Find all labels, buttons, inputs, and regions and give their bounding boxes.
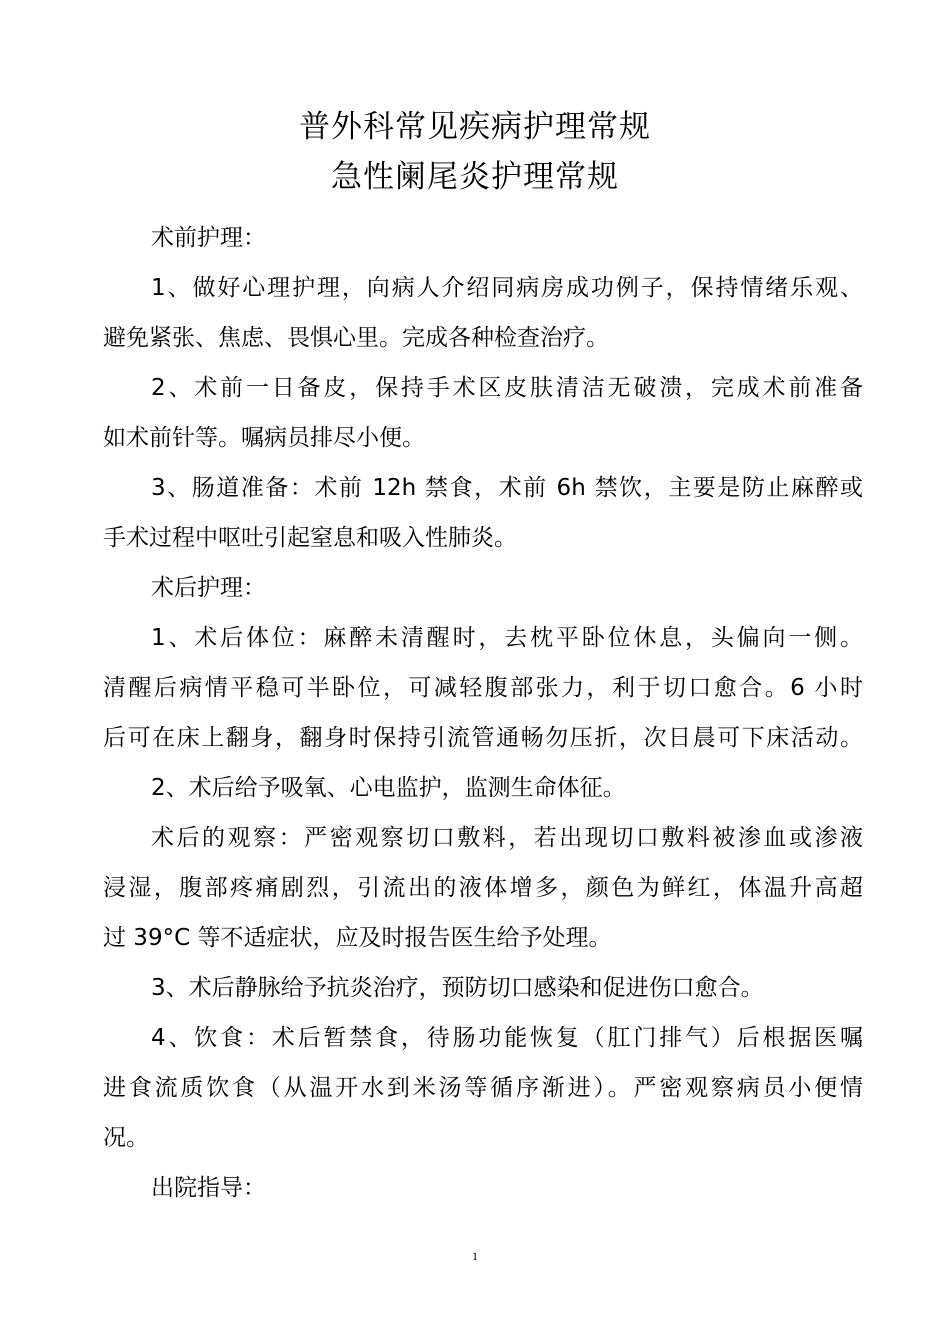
paragraph-line: 出院指导：: [151, 1175, 266, 1201]
paragraph-line: 术后的观察：严密观察切口敷料，若出现切口敷料被渗血或渗液: [151, 825, 863, 851]
paragraph-line: 3、肠道准备：术前 12h 禁食，术前 6h 禁饮，主要是防止麻醉或: [151, 475, 863, 501]
paragraph-line: 2、术前一日备皮，保持手术区皮肤清洁无破溃，完成术前准备: [151, 375, 863, 401]
paragraph-line: 进食流质饮食（从温开水到米汤等循序渐进）。严密观察病员小便情: [103, 1075, 863, 1101]
document-title: 普外科常见疾病护理常规: [299, 109, 651, 145]
paragraph-line: 4、饮食：术后暂禁食，待肠功能恢复（肛门排气）后根据医嘱: [151, 1025, 863, 1051]
paragraph-line: 术后护理：: [151, 575, 266, 601]
paragraph-line: 1、做好心理护理，向病人介绍同病房成功例子，保持情绪乐观、: [151, 275, 863, 301]
paragraph-line: 2、术后给予吸氧、心电监护，监测生命体征。: [151, 775, 626, 801]
paragraph-line: 后可在床上翻身，翻身时保持引流管通畅勿压折，次日晨可下床活动。: [103, 725, 863, 751]
paragraph-line: 3、术后静脉给予抗炎治疗，预防切口感染和促进伤口愈合。: [151, 975, 764, 1001]
paragraph-line: 术前护理：: [151, 225, 266, 251]
paragraph-line: 过 39°C 等不适症状，应及时报告医生给予处理。: [103, 925, 612, 951]
paragraph-line: 清醒后病情平稳可半卧位，可减轻腹部张力，利于切口愈合。6 小时: [103, 675, 863, 701]
page-number: 1: [472, 1249, 478, 1263]
paragraph-line: 手术过程中呕吐引起窒息和吸入性肺炎。: [103, 525, 517, 551]
document-subtitle: 急性阑尾炎护理常规: [331, 159, 619, 195]
paragraph-line: 如术前针等。嘱病员排尽小便。: [103, 425, 425, 451]
paragraph-line: 避免紧张、焦虑、畏惧心里。完成各种检查治疗。: [103, 325, 609, 351]
paragraph-line: 浸湿，腹部疼痛剧烈，引流出的液体增多，颜色为鲜红，体温升高超: [103, 875, 863, 901]
document-body: [103, 213, 863, 1213]
paragraph-line: 1、术后体位：麻醉未清醒时，去枕平卧位休息，头偏向一侧。: [151, 625, 863, 651]
paragraph-line: 况。: [103, 1125, 149, 1151]
